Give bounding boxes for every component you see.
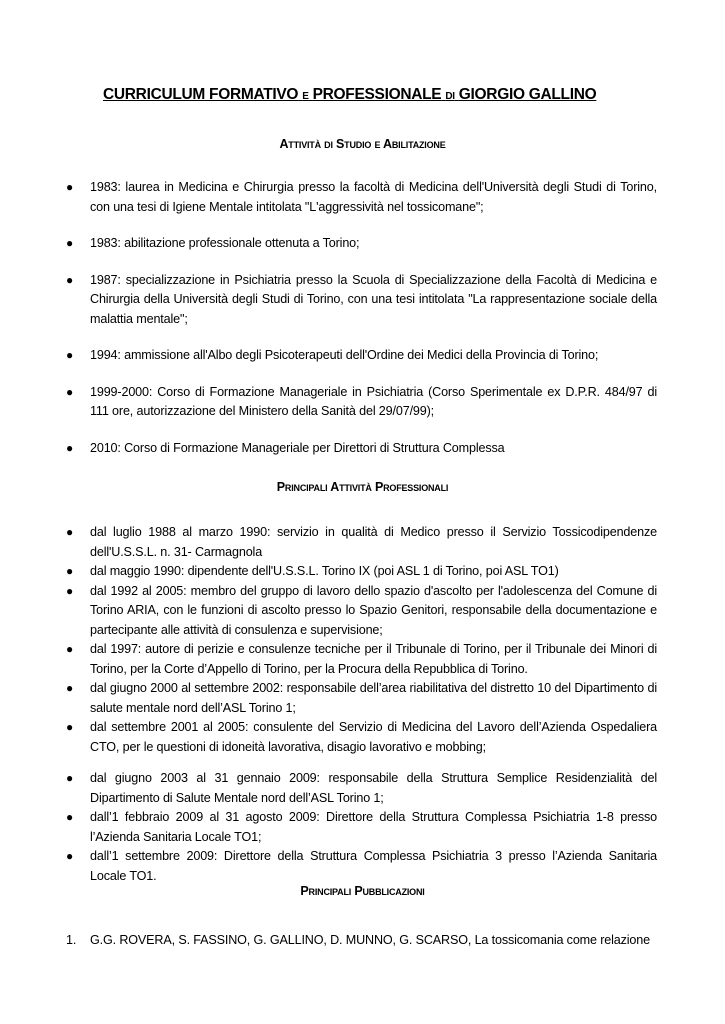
list-item: ● dal maggio 1990: dipendente dell'U.S.S.L. Torino IX (poi ASL 1 di Torino, poi ASL TO1) xyxy=(0,562,725,582)
bullet-icon: ● xyxy=(66,348,74,362)
list-item: ● 1983: laurea in Medicina e Chirurgia presso la facoltà di Medicina dell'Università degli Studi di Torino, con una tesi di Igiene Mentale intitolata "L'aggressività nel tossicomane"; xyxy=(66,180,657,214)
bullet-icon: ● xyxy=(66,272,74,287)
bullet-icon: ● xyxy=(66,180,74,194)
bullet-icon: ● xyxy=(66,720,74,734)
bullet-icon: ● xyxy=(66,384,74,399)
item-number: 1. xyxy=(66,933,77,947)
list-item: ● dal giugno 2000 al settembre 2002: responsabile dell’area riabilitativa del distretto 10 del Dipartimento di salute mentale nord dell’ASL Torino 1; xyxy=(66,681,657,715)
list-item: ● dal 1997: autore di perizie e consulenze tecniche per il Tribunale di Torino, per il Tribunale dei Minori di Torino, per la Corte d’Appello di Torino, per la Procura della Repubblica di Torino. xyxy=(66,642,657,676)
list-item: ● 1983: abilitazione professionale ottenuta a Torino; xyxy=(0,234,725,254)
bullet-icon: ● xyxy=(66,564,74,578)
section-heading-study: Attività di Studio e Abilitazione xyxy=(279,137,446,151)
professional-list xyxy=(0,523,725,886)
study-list xyxy=(0,178,725,475)
section-heading-publications: Principali Pubblicazioni xyxy=(300,884,425,898)
publications-list xyxy=(0,931,725,951)
bullet-icon: ● xyxy=(66,681,74,695)
bullet-icon: ● xyxy=(66,525,74,539)
list-item: ● 1999-2000: Corso di Formazione Manageriale in Psichiatria (Corso Sperimentale ex D.P.R. 484/97 di 111 ore, autorizzazione del Ministero della Sanità del 29/07/99); xyxy=(66,384,657,418)
bullet-icon: ● xyxy=(66,849,74,863)
list-item: ● 2010: Corso di Formazione Manageriale per Direttori di Struttura Complessa xyxy=(0,439,725,459)
bullet-icon: ● xyxy=(66,236,74,250)
bullet-icon: ● xyxy=(66,642,74,656)
list-item: ● 1987: specializzazione in Psichiatria presso la Scuola di Specializzazione della Facoltà di Medicina e Chirurgia della Università degli Studi di Torino, con una tesi intitolata "La rappresentazione sociale della malattia mentale"; xyxy=(66,272,657,326)
bullet-icon: ● xyxy=(66,583,74,598)
title-part-5: GIORGIO GALLINO xyxy=(458,86,597,103)
list-item: ● dal giugno 2003 al 31 gennaio 2009: responsabile della Struttura Semplice Residenzialità del Dipartimento di Salute Mentale nord dell’ASL Torino 1; xyxy=(66,771,657,805)
list-item: ● 1994: ammissione all'Albo degli Psicoterapeuti dell'Ordine dei Medici della Provincia di Torino; xyxy=(0,346,725,366)
bullet-icon: ● xyxy=(66,440,74,455)
document-title xyxy=(103,86,623,104)
list-item: ● dal luglio 1988 al marzo 1990: servizio in qualità di Medico presso il Servizio Tossicodipendenze dell'U.S.S.L. n. 31- Carmagnola xyxy=(66,525,657,559)
bullet-icon: ● xyxy=(66,810,74,824)
list-item: ● dall’1 settembre 2009: Direttore della Struttura Complessa Psichiatria 3 presso l’Azienda Sanitaria Locale TO1. xyxy=(66,849,657,883)
section-heading-professional: Principali Attività Professionali xyxy=(276,480,449,494)
bullet-icon: ● xyxy=(66,771,74,785)
list-item: ● dall’1 febbraio 2009 al 31 agosto 2009: Direttore della Struttura Complessa Psichiatria 1-8 presso l’Azienda Sanitaria Locale TO1; xyxy=(66,810,657,844)
title-part-3: PROFESSIONALE xyxy=(312,86,442,103)
title-part-4: DI xyxy=(445,91,455,102)
list-item: 1. G.G. ROVERA, S. FASSINO, G. GALLINO, D. MUNNO, G. SCARSO, La tossicomania come relazione xyxy=(0,931,725,951)
title-part-1: CURRICULUM FORMATIVO xyxy=(103,86,299,103)
list-item: ● dal settembre 2001 al 2005: consulente del Servizio di Medicina del Lavoro dell’Azienda Ospedaliera CTO, per le questioni di idoneità lavorativa, disagio lavorativo e mobbing; xyxy=(66,720,657,754)
list-item: ● dal 1992 al 2005: membro del gruppo di lavoro dello spazio d'ascolto per l'adolescenza del Comune di Torino ARIA, con le funzioni di ascolto presso lo Spazio Genitori, responsabile della documentazione e partecipante alle attività di consulenza e supervisione; xyxy=(66,583,657,637)
title-part-2: E xyxy=(302,91,309,102)
